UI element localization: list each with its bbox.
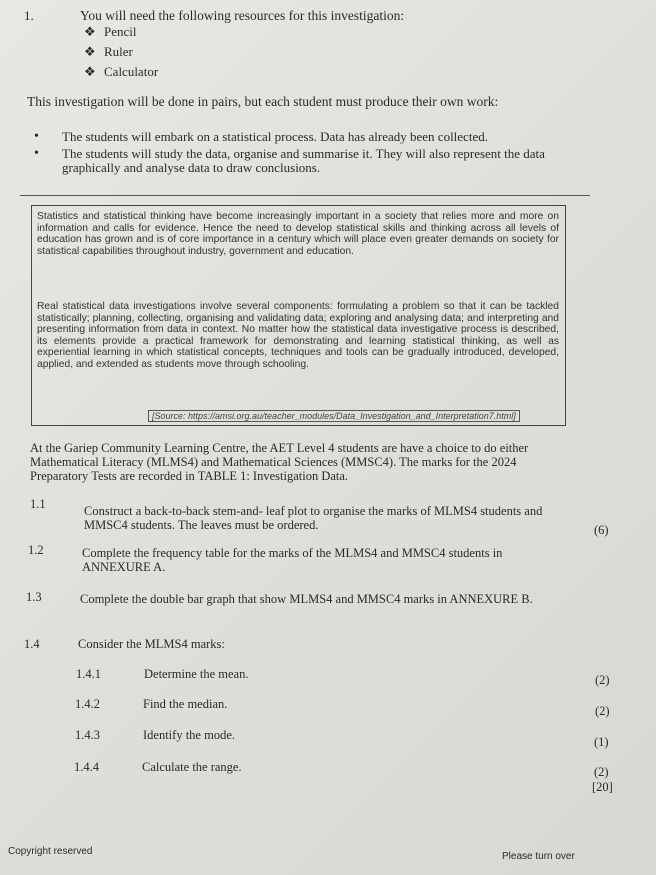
diamond-star-bullet-icon: ❖ xyxy=(84,64,96,79)
question-number: 1.1 xyxy=(30,497,46,511)
resource-item xyxy=(84,44,133,59)
subquestion-marks: (1) xyxy=(594,735,609,749)
info-box xyxy=(31,205,566,426)
subquestion-text: Identify the mode. xyxy=(143,728,235,742)
section-divider xyxy=(20,195,590,196)
question-number: 1.3 xyxy=(26,590,42,604)
subquestion-marks: (2) xyxy=(595,673,610,687)
question-text: Consider the MLMS4 marks: xyxy=(78,637,225,651)
bullet-text: The students will study the data, organise and summarise it. They will also represent the data graphically and analyse data to draw conclusions. xyxy=(62,146,545,175)
question-text: Complete the frequency table for the marks of the MLMS4 and MMSC4 students in ANNEXURE A. xyxy=(82,546,503,574)
info-box-paragraph: Statistics and statistical thinking have become increasingly important in a society that relies more and more on information and calls for evidence. Hence the need to develop statistical skills and thinking across all levels of education has grown and is of core importance in a century which will place even greater demands on society for statistical capabilities throughout industry, government and education. xyxy=(37,211,559,257)
bullet-dot-icon: • xyxy=(34,129,39,144)
resource-label: Ruler xyxy=(104,44,133,59)
subquestion-text: Find the median. xyxy=(143,697,228,711)
question-number: 1. xyxy=(24,8,34,23)
resource-item xyxy=(84,64,158,79)
source-citation: [Source: https://amsi.org.au/teacher_modules/Data_Investigation_and_Interpretation7.html] xyxy=(148,410,520,422)
subquestion-number: 1.4.4 xyxy=(74,760,99,774)
resource-item xyxy=(84,24,137,39)
subquestion-text: Calculate the range. xyxy=(142,760,242,774)
resource-label: Pencil xyxy=(104,24,137,39)
question-number: 1.4 xyxy=(24,637,40,651)
subquestion-marks: (2) xyxy=(595,704,610,718)
intro-text: You will need the following resources for this investigation: xyxy=(80,8,405,23)
bullet-text: The students will embark on a statistical process. Data has already been collected. xyxy=(62,129,488,144)
bullet-dot-icon: • xyxy=(34,146,39,161)
subquestion-number: 1.4.3 xyxy=(75,728,100,742)
pairs-note: This investigation will be done in pairs, but each student must produce their own work: xyxy=(27,94,499,109)
info-box-paragraph: Real statistical data investigations involve several components: formulating a problem so that it can be tackled statistically; planning, collecting, organising and validating data; exploring and analysing data; and interpreting and presenting information from data in context. No matter how the statistical data investigative process is described, its elements provide a practical framework for demonstrating and learning statistical thinking, as well as experiential learning in which statistical concepts, techniques and tools can be gradually introduced, developed, applied, and extended as students move through schooling. xyxy=(37,301,559,370)
diamond-star-bullet-icon: ❖ xyxy=(84,44,96,59)
subquestion-number: 1.4.2 xyxy=(75,697,100,711)
footer-copyright: Copyright reserved xyxy=(8,846,93,857)
subquestion-number: 1.4.1 xyxy=(76,667,101,681)
total-marks: [20] xyxy=(592,780,613,794)
footer-turn-over: Please turn over xyxy=(502,851,575,862)
subquestion-marks: (2) xyxy=(594,765,609,779)
question-marks: (6) xyxy=(594,523,609,537)
subquestion-text: Determine the mean. xyxy=(144,667,249,681)
question-text: Construct a back-to-back stem-and- leaf plot to organise the marks of MLMS4 students and MMSC4 students. The leaves must be ordered. xyxy=(84,504,543,532)
diamond-star-bullet-icon: ❖ xyxy=(84,24,96,39)
question-number: 1.2 xyxy=(28,543,44,557)
context-paragraph: At the Gariep Community Learning Centre, the AET Level 4 students are have a choice to do either Mathematical Literacy (MLMS4) and Mathematical Sciences (MMSC4). The marks for the 2024 Preparatory Tests are recorded in TABLE 1: Investigation Data. xyxy=(30,441,529,483)
resource-label: Calculator xyxy=(104,64,159,79)
question-text: Complete the double bar graph that show MLMS4 and MMSC4 marks in ANNEXURE B. xyxy=(80,592,533,606)
